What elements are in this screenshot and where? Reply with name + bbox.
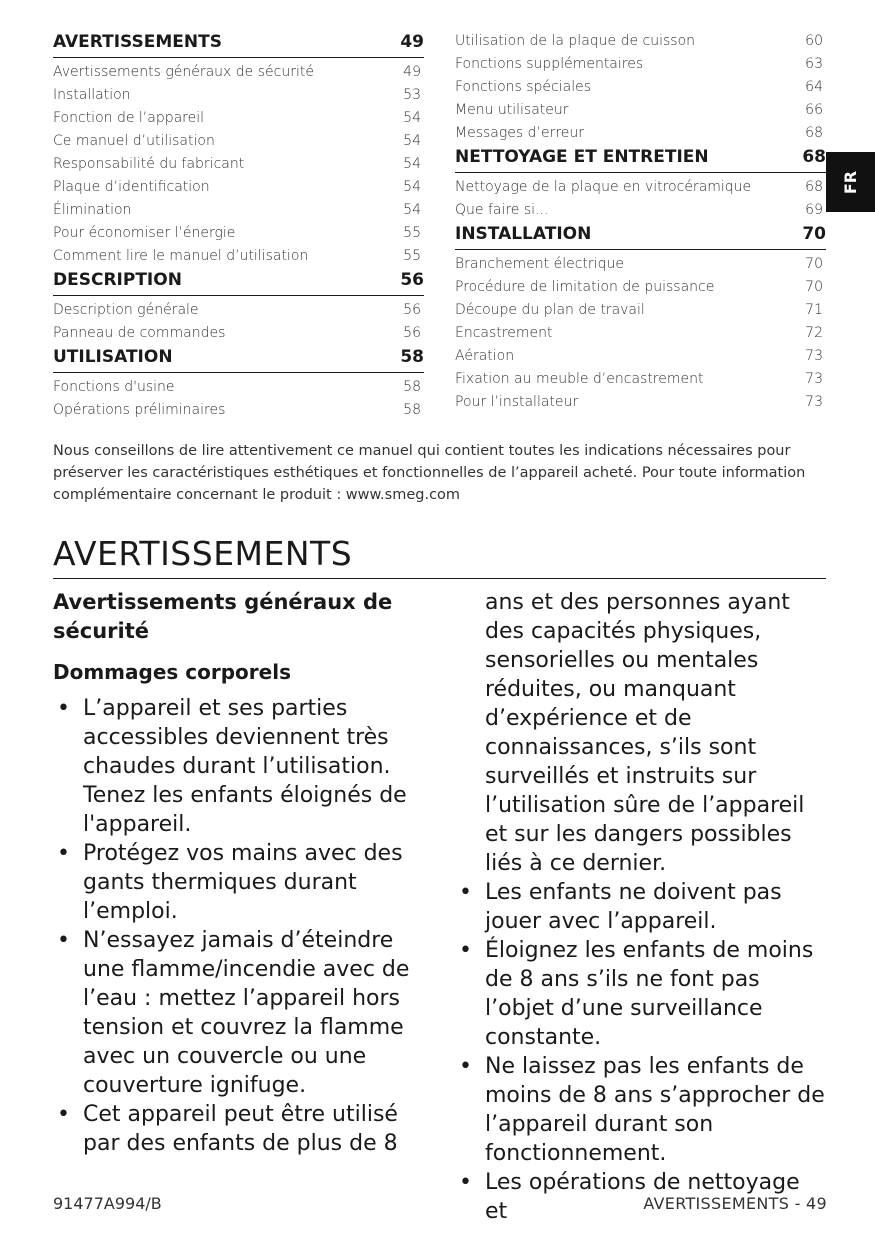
- toc-entry-label: Pour économiser l’énergie: [53, 225, 236, 241]
- toc-section-heading: [53, 345, 424, 373]
- toc-entry-page: 73: [805, 348, 823, 364]
- toc-entry-label: Que faire si...: [455, 202, 549, 218]
- toc-entry-page: 63: [805, 56, 823, 72]
- toc-entry: [53, 130, 424, 153]
- toc-entry-label: Installation: [53, 87, 131, 103]
- toc-entry-page: 70: [805, 279, 823, 295]
- toc-entry: [455, 122, 826, 145]
- toc-section-title: DESCRIPTION: [53, 270, 182, 290]
- toc-entry-label: Avertissements généraux de sécurité: [53, 64, 314, 80]
- toc-entry-page: 66: [805, 102, 823, 118]
- toc-entry: [53, 199, 424, 222]
- toc-entry-label: Découpe du plan de travail: [455, 302, 645, 318]
- toc-entry: [53, 84, 424, 107]
- toc-section-page: 56: [400, 270, 424, 290]
- continued-paragraph: ans et des personnes ayant des capacités physiques, sensorielles ou mentales réduites, ou manquant d’expérience et de connaissances, s’ils sont surveillés et instruits sur l’utilisation sûre de l’appareil et sur les dangers possibles liés à ce dernier.: [485, 590, 805, 876]
- toc-entry: [455, 368, 826, 391]
- toc-entry-label: Aération: [455, 348, 515, 364]
- toc-entry-label: Menu utilisateur: [455, 102, 569, 118]
- toc-entry-label: Fonctions spéciales: [455, 79, 592, 95]
- toc-entry: [455, 99, 826, 122]
- toc-entry-page: 68: [805, 179, 823, 195]
- toc-entry-label: Ce manuel d’utilisation: [53, 133, 215, 149]
- toc-section-page: 70: [802, 224, 826, 244]
- toc-entry-page: 64: [805, 79, 823, 95]
- toc-entry-page: 53: [403, 87, 421, 103]
- toc-section-title: UTILISATION: [53, 347, 173, 367]
- toc-entry-label: Description générale: [53, 302, 199, 318]
- toc-entry-page: 54: [403, 179, 421, 195]
- bullet-item: • Protégez vos mains avec des gants thermiques durant l’emploi.: [53, 839, 423, 926]
- document-code: 91477A994/B: [53, 1194, 162, 1213]
- toc-entry: [53, 299, 424, 322]
- toc-entry: [455, 391, 826, 414]
- toc-entry-label: Fonctions d'usine: [53, 379, 175, 395]
- language-tab: [826, 152, 875, 212]
- bullet-item: • N’essayez jamais d’éteindre une flamme/incendie avec de l’eau : mettez l’appareil hors tension et couvrez la flamme avec un couvercle ou une couverture ignifuge.: [53, 926, 423, 1100]
- toc-entry: [53, 222, 424, 245]
- bullet-item: • Éloignez les enfants de moins de 8 ans s’ils ne font pas l’objet d’une surveillance constante.: [455, 936, 827, 1052]
- toc-entry-page: 56: [403, 302, 421, 318]
- language-label: FR: [841, 170, 860, 194]
- toc-entry-page: 68: [805, 125, 823, 141]
- toc-entry-label: Comment lire le manuel d’utilisation: [53, 248, 309, 264]
- left-bullet-list: [53, 694, 423, 1158]
- toc-section-title: AVERTISSEMENTS: [53, 32, 222, 52]
- toc-entry-label: Responsabilité du fabricant: [53, 156, 245, 172]
- toc-right-column: [455, 30, 826, 414]
- bullet-item: • Les enfants ne doivent pas jouer avec l’appareil.: [455, 878, 827, 936]
- toc-entry: [455, 176, 826, 199]
- toc-entry-label: Plaque d’identification: [53, 179, 210, 195]
- toc-entry-page: 54: [403, 110, 421, 126]
- section-heading: AVERTISSEMENTS: [53, 530, 826, 579]
- toc-entry-label: Panneau de commandes: [53, 325, 226, 341]
- running-footer: AVERTISSEMENTS - 49: [643, 1194, 827, 1213]
- toc-entry: [53, 61, 424, 84]
- toc-entry: [455, 322, 826, 345]
- toc-entry-page: 71: [805, 302, 823, 318]
- body-left-column: [53, 588, 423, 1158]
- toc-section-page: 58: [400, 347, 424, 367]
- toc-entry-page: 69: [805, 202, 823, 218]
- toc-entry-page: 54: [403, 156, 421, 172]
- toc-entry-page: 73: [805, 371, 823, 387]
- toc-entry-page: 60: [805, 33, 823, 49]
- toc-entry-page: 55: [403, 225, 421, 241]
- toc-entry-label: Messages d’erreur: [455, 125, 585, 141]
- toc-entry-page: 58: [403, 379, 421, 395]
- toc-entry: [455, 299, 826, 322]
- bullet-item: • L’appareil et ses parties accessibles deviennent très chaudes durant l’utilisation. Tenez les enfants éloignés de l'appareil.: [53, 694, 423, 839]
- toc-section-heading: [455, 145, 826, 173]
- toc-entry: [53, 399, 424, 422]
- intro-paragraph: Nous conseillons de lire attentivement ce manuel qui contient toutes les indications nécessaires pour préserver les caractéristiques esthétiques et fonctionnelles de l’appareil acheté. Pour toute information complémentaire concernant le produit : www.smeg.com: [53, 443, 806, 503]
- subsection-heading: Avertissements généraux de sécurité: [53, 590, 393, 643]
- toc-entry-label: Branchement électrique: [455, 256, 624, 272]
- toc-entry-label: Procédure de limitation de puissance: [455, 279, 715, 295]
- toc-section-heading: [455, 222, 826, 250]
- toc-entry-label: Fonctions supplémentaires: [455, 56, 644, 72]
- toc-entry: [455, 276, 826, 299]
- body-right-column: [455, 588, 827, 1226]
- toc-entry-page: 54: [403, 133, 421, 149]
- toc-entry: [455, 76, 826, 99]
- right-bullet-list: [455, 878, 827, 1226]
- bullet-item: • Cet appareil peut être utilisé par des enfants de plus de 8: [53, 1100, 423, 1158]
- toc-entry-page: 73: [805, 394, 823, 410]
- toc-section-heading: [53, 30, 424, 58]
- toc-entry-label: Fonction de l’appareil: [53, 110, 205, 126]
- toc-entry-label: Nettoyage de la plaque en vitrocéramique: [455, 179, 752, 195]
- bullet-item: • Les opérations de nettoyage et: [455, 1168, 827, 1226]
- toc-entry-page: 54: [403, 202, 421, 218]
- toc-entry: [53, 376, 424, 399]
- toc-section-page: 49: [400, 32, 424, 52]
- toc-entry: [455, 345, 826, 368]
- toc-section-title: NETTOYAGE ET ENTRETIEN: [455, 147, 709, 167]
- toc-entry: [53, 322, 424, 345]
- toc-entry: [455, 30, 826, 53]
- toc-section-title: INSTALLATION: [455, 224, 592, 244]
- toc-section-heading: [53, 268, 424, 296]
- toc-entry-page: 72: [805, 325, 823, 341]
- toc-entry-page: 70: [805, 256, 823, 272]
- toc-entry-label: Opérations préliminaires: [53, 402, 226, 418]
- toc-left-column: [53, 30, 424, 422]
- toc-entry-page: 55: [403, 248, 421, 264]
- toc-entry: [53, 245, 424, 268]
- toc-entry: [53, 153, 424, 176]
- toc-entry-label: Encastrement: [455, 325, 553, 341]
- toc-section-page: 68: [802, 147, 826, 167]
- toc-entry-label: Utilisation de la plaque de cuisson: [455, 33, 696, 49]
- toc-entry: [53, 176, 424, 199]
- toc-entry: [455, 53, 826, 76]
- toc-entry-page: 49: [403, 64, 421, 80]
- toc-entry: [455, 199, 826, 222]
- toc-entry: [455, 253, 826, 276]
- toc-entry: [53, 107, 424, 130]
- bullet-item: • Ne laissez pas les enfants de moins de 8 ans s’approcher de l’appareil durant son fonctionnement.: [455, 1052, 827, 1168]
- toc-entry-label: Élimination: [53, 202, 132, 218]
- toc-entry-label: Fixation au meuble d’encastrement: [455, 371, 704, 387]
- toc-entry-page: 58: [403, 402, 421, 418]
- sub-subsection-heading: Dommages corporels: [53, 660, 291, 684]
- toc-entry-page: 56: [403, 325, 421, 341]
- toc-entry-label: Pour l’installateur: [455, 394, 579, 410]
